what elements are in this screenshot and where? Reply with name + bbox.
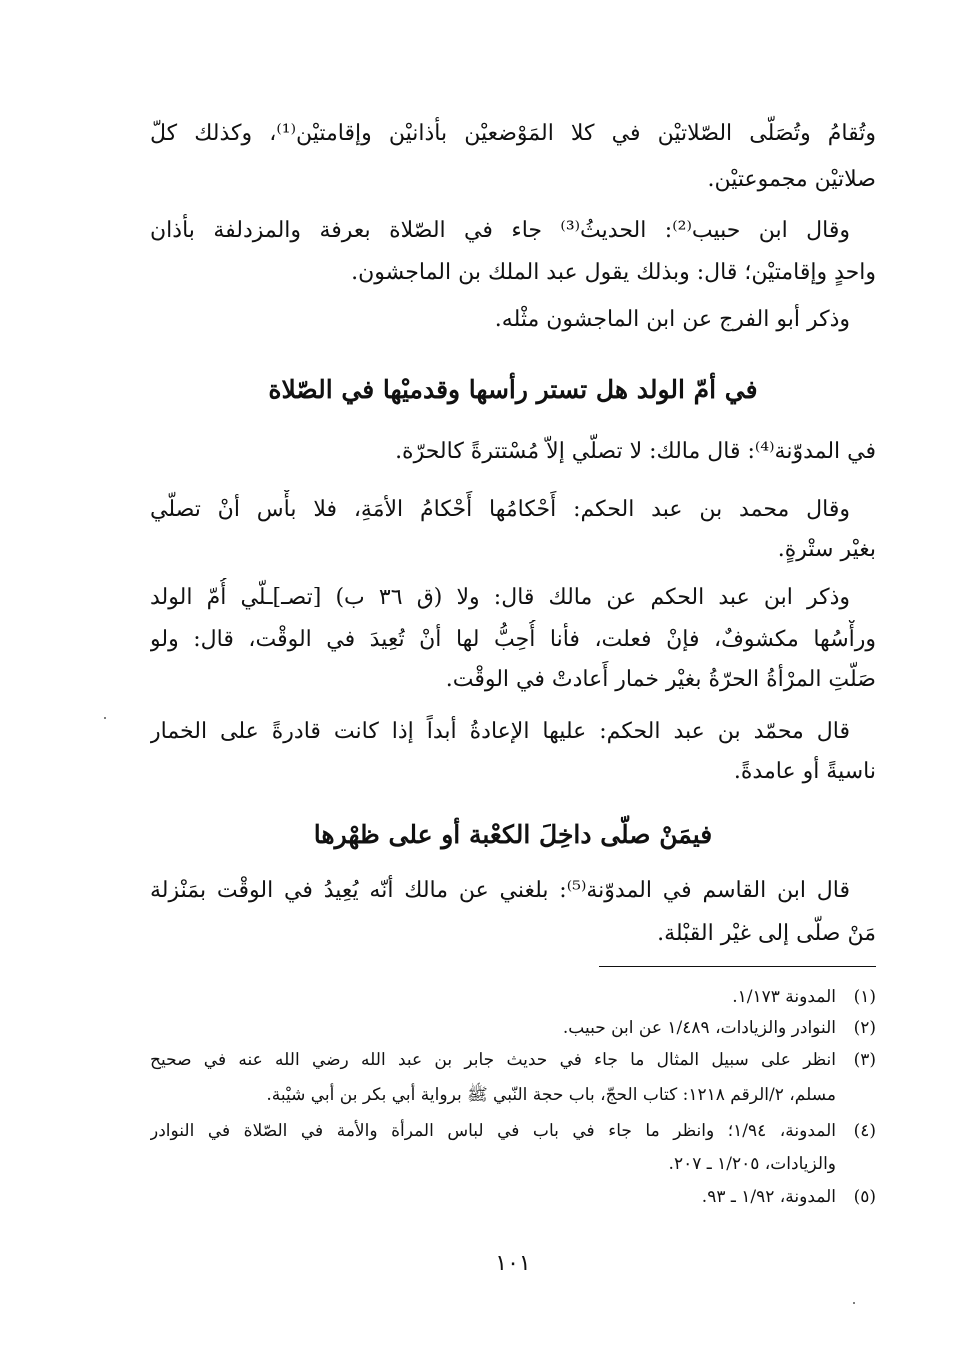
- footnote-number: (٥): [853, 1187, 876, 1207]
- text-line: ناسيةً أو عامدةً.: [733, 759, 876, 784]
- text-line: وذكر أبو الفرج عن ابن الماجشون مثْله.: [494, 307, 850, 332]
- text-line: في المدوّنة⁽⁴⁾: قال مالك: لا تصلّي إلاّ مُسْتترةً كالحرّة.: [395, 439, 876, 464]
- text-line: وذكر ابن عبد الحكم عن مالك قال: ولا (ق ٣٦ ب) [تصـ]ـلّي أُمّ الولد: [150, 585, 850, 610]
- footnote-text: النوادر والزيادات، ١/٤٨٩ عن ابن حبيب.: [562, 1018, 836, 1038]
- footnote-number: (١): [853, 987, 876, 1007]
- text-line: قال ابن القاسم في المدوّنة⁽⁵⁾: بلغني عن مالك أنّه يُعِيدُ في الوقْت بمَنْزلة: [150, 878, 850, 903]
- text-line: وقال محمد بن عبد الحكم: أَحْكامُها أَحْكامُ الأمَةِ، فلا بأْس أنْ تصلّي: [150, 497, 850, 522]
- footnote-separator: [599, 966, 876, 967]
- section-heading: في أمّ الولد هل تستر رأسها وقدميْها في الصّلاة: [268, 375, 758, 404]
- text-line: بغيْر ستْرةٍ.: [777, 537, 876, 562]
- text-line: مَنْ صلّى إلى غيْر القبْلة.: [657, 921, 876, 946]
- footnote-number: (٣): [853, 1050, 876, 1070]
- footnote-text: انظر على سبيل المثال ما جاء في حديث جابر بن عبد الله رضي الله عنه في صحيح: [150, 1050, 836, 1070]
- footnote: [150, 982, 876, 1012]
- text-line: قال محمّد بن عبد الحكم: عليها الإعادةُ أبداً إذا كانت قادرةً على الخمار: [150, 719, 850, 744]
- page-number: ١٠١: [495, 1251, 531, 1276]
- book-page: [150, 0, 876, 1357]
- text-line: واحدٍ وإقامتيْن؛ قال: وبذلك يقول عبد الملك بن الماجشون.: [351, 260, 876, 285]
- footnote-text: والزيادات، ١/٢٠٥ ـ ٢٠٧.: [668, 1154, 836, 1174]
- footnote-continuation: [150, 1080, 876, 1110]
- footnote: [150, 1182, 876, 1212]
- footnote-number: (٢): [853, 1018, 876, 1038]
- scan-speck: [104, 717, 106, 719]
- footnote-text: مسلم، ٢/الرقم ١٢١٨: كتاب الحجّ، باب حجة النّبي ﷺ برواية أبي بكر بن أبي شيْبة.: [266, 1085, 836, 1105]
- footnote: [150, 1045, 876, 1075]
- footnote-text: المدونة، ١/٩٤؛ وانظر ما جاء في باب في لباس المرأة والأمة في الصّلاة في النوادر: [150, 1121, 836, 1141]
- footnote-text: المدونة ١/١٧٣.: [732, 987, 836, 1007]
- text-line: صلاتيْن مجموعتيْن.: [707, 167, 876, 192]
- footnote-continuation: [150, 1149, 876, 1179]
- scan-speck: [853, 1302, 855, 1304]
- footnote-number: (٤): [853, 1121, 876, 1141]
- section-heading: فيمَنْ صلّى داخِلَ الكعْبة أو على ظهْرها: [313, 820, 713, 849]
- footnote: [150, 1013, 876, 1043]
- text-line: صَلّتِ المرْأةُ الحرّةُ بغيْر خمار أَعادتْ في الوقْت.: [445, 667, 876, 692]
- footnote: [150, 1116, 876, 1146]
- text-line: ورأْسُها مكشوفٌ، فإنْ فعلت، فأنا أُحِبُّ لها أنْ تُعِيدَ في الوقْت، قال: ولو: [150, 627, 876, 652]
- text-line: وتُقامُ وتُصَلّى الصّلاتيْن في كلا المَوْضعيْن بأذانيْن وإقامتيْن⁽¹⁾، وكذلك كلّ: [150, 121, 876, 146]
- footnote-text: المدونة، ١/٩٢ ـ ٩٣.: [701, 1187, 836, 1207]
- text-line: وقال ابن حبيب⁽²⁾: الحديثُ⁽³⁾ جاء في الصّلاة بعرفة والمزدلفة بأذان: [150, 218, 850, 243]
